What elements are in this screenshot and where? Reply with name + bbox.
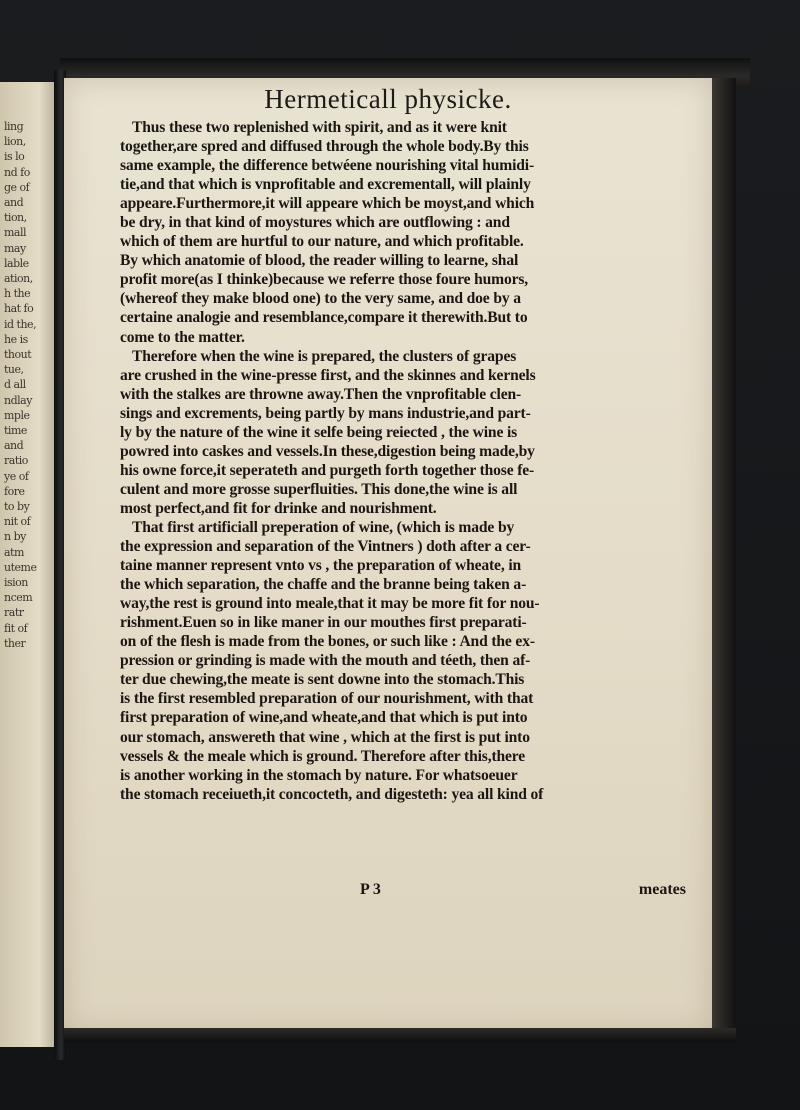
text-line: Therefore when the wine is prepared, the clusters of grapes — [132, 347, 517, 365]
facing-page-text-fragment: may — [4, 241, 26, 255]
text-line: sings and excrements, being partly by mans industrie,and part- — [120, 404, 531, 422]
text-line: together,are spred and diffused through the whole body.By this — [120, 138, 529, 156]
text-line: culent and more grosse superfluities. This done,the wine is all — [120, 480, 518, 498]
page-edge-shadow — [712, 78, 736, 1038]
facing-page-text-fragment: is lo — [4, 150, 25, 164]
facing-page-text-fragment: fit of — [4, 621, 28, 635]
facing-page-text-fragment: time — [4, 424, 27, 437]
text-line: certaine analogie and resemblance,compare it therewith.But to — [120, 309, 528, 327]
page-bottom-edge — [64, 1028, 736, 1042]
facing-page-text-fragment: nit of — [4, 515, 31, 529]
facing-page-text-fragment: mall — [4, 226, 27, 240]
text-line: Thus these two replenished with spirit, and as it were knit — [132, 119, 507, 136]
facing-page-text-fragment: ratr — [4, 606, 24, 620]
text-line: vessels & the meale which is ground. Therefore after this,there — [120, 747, 526, 765]
facing-page-text-fragment: hat fo — [4, 302, 34, 316]
catchword: meates — [638, 881, 686, 898]
facing-page-text-fragment: tue, — [4, 363, 24, 377]
facing-page-text-fragment: ation, — [4, 272, 33, 285]
facing-page-text-fragment: fore — [4, 484, 25, 498]
text-line: first preparation of wine,and wheate,and that which is put into — [120, 709, 528, 727]
facing-page-text-fragment: ision — [4, 576, 28, 589]
text-line: the expression and separation of the Vintners ) doth after a cer- — [120, 538, 531, 556]
facing-page-text-fragment: mple — [4, 408, 30, 422]
facing-page-text-fragment: h the — [4, 287, 31, 301]
facing-page-text-fragment: ling — [4, 120, 24, 133]
facing-page-text-fragment: lion, — [4, 135, 26, 149]
facing-page-text-fragment: ther — [4, 636, 26, 650]
text-line: most perfect,and fit for drinke and nourishment. — [120, 499, 437, 517]
text-line: same example, the difference betwéene nourishing vital humidi- — [120, 157, 535, 175]
text-line: ter due chewing,the meate is sent downe into the stomach.This — [120, 671, 525, 689]
text-line: tie,and that which is vnprofitable and excrementall, will plainly — [120, 176, 531, 194]
text-line: That first artificiall preperation of wine, (which is made by — [132, 518, 515, 536]
facing-page-text-fragment: and — [4, 196, 24, 209]
facing-page-text-fragment: ndlay — [4, 393, 32, 407]
text-line: way,the rest is ground into meale,that it may be more fit for nou- — [120, 595, 540, 613]
facing-page-text-fragment: id the, — [4, 317, 37, 331]
facing-page-text-fragment: tion, — [4, 211, 27, 225]
facing-page-text-fragment: ge of — [4, 180, 30, 194]
text-line: come to the matter. — [120, 328, 245, 346]
text-line: the stomach receiueth,it concocteth, and digesteth: yea all kind of — [120, 785, 544, 803]
facing-page-text-fragment: ye of — [4, 469, 29, 483]
text-line: ly by the nature of the wine it selfe being reiected , the wine is — [120, 423, 518, 441]
text-line: pression or grinding is made with the mouth and téeth, then af- — [120, 652, 531, 670]
text-line: which of them are hurtful to our nature, and which profitable. — [120, 233, 524, 251]
body-text — [120, 118, 686, 804]
text-line: is the first resembled preparation of our nourishment, with that — [120, 690, 534, 708]
text-line: rishment.Euen so in like maner in our mouthes first preparati- — [120, 614, 527, 632]
text-line: is another working in the stomach by nature. For whatsoeuer — [120, 766, 518, 784]
text-line: are crushed in the wine-presse first, and the skinnes and kernels — [120, 366, 536, 384]
text-line: be dry, in that kind of moystures which are outflowing : and — [120, 214, 510, 232]
facing-page-text-fragment: n by — [4, 530, 26, 544]
facing-page-text-fragment: to by — [4, 500, 30, 513]
text-line: his owne force,it seperateth and purgeth forth together those fe- — [120, 461, 535, 479]
facing-page-text-fragment: uteme — [4, 560, 37, 574]
facing-page-text-fragment: thout — [4, 348, 32, 361]
facing-page-text-fragment: ncem — [4, 591, 33, 605]
text-line: (whereof they make blood one) to the very same, and doe by a — [120, 290, 521, 308]
text-line: powred into caskes and vessels.In these,digestion being made,by — [120, 442, 535, 460]
text-line: our stomach, answereth that wine , which at the first is put into — [120, 728, 530, 746]
page-footer — [120, 881, 686, 901]
facing-page-fragment — [0, 82, 56, 1047]
facing-page-text-fragment: and — [4, 439, 24, 453]
facing-page-text-fragment: atm — [4, 545, 24, 559]
facing-page-text-fragment: ratio — [4, 454, 28, 468]
text-line: By which anatomie of blood, the reader willing to learne, shal — [120, 252, 519, 270]
running-header: Hermeticall physicke. — [264, 84, 512, 114]
text-line: appeare.Furthermore,it will appeare which be moyst,and which — [120, 195, 535, 213]
text-line: taine manner represent vnto vs , the preparation of wheate, in — [120, 557, 522, 575]
facing-page-text-fragment: lable — [4, 256, 29, 270]
signature-mark: P 3 — [360, 881, 381, 898]
text-line: with the stalkes are throwne away.Then the vnprofitable clen- — [120, 385, 522, 403]
facing-page-text-fragment: d all — [4, 378, 26, 392]
text-line: profit more(as I thinke)because we referre those foure humors, — [120, 271, 529, 289]
facing-page-text-fragment: he is — [4, 332, 28, 346]
facing-page-text-fragment: nd fo — [4, 165, 30, 179]
text-line: on of the flesh is made from the bones, or such like : And the ex- — [120, 633, 535, 651]
text-line: the which separation, the chaffe and the branne being taken a- — [120, 576, 527, 594]
